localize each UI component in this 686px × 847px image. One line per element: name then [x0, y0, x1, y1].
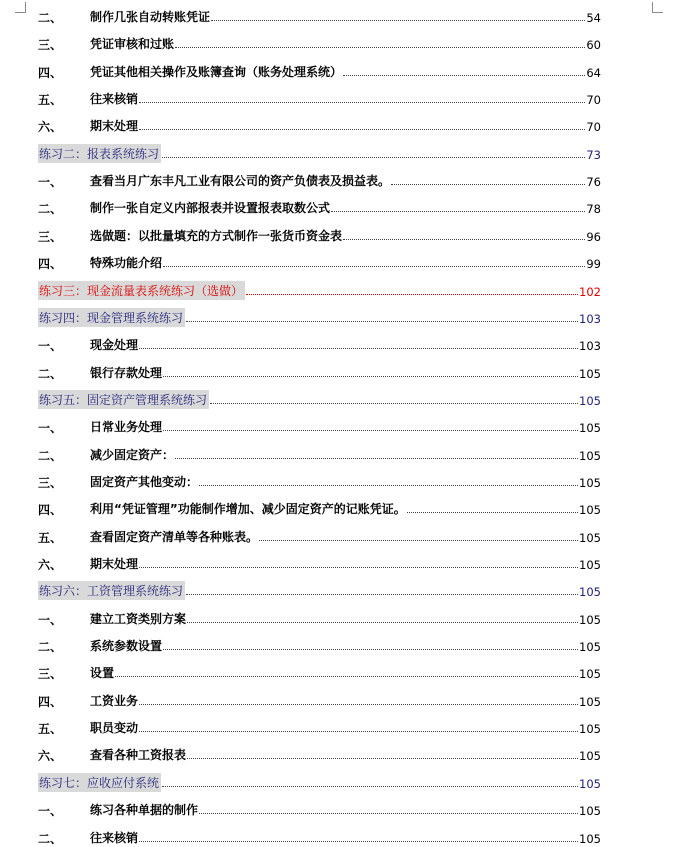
toc-item[interactable]	[38, 170, 601, 190]
toc-page-number: 105	[579, 475, 601, 490]
toc-entry-title: 练习七：应收应付系统	[38, 773, 161, 792]
dot-leader	[139, 567, 578, 568]
toc-item[interactable]	[38, 635, 601, 655]
toc-page-number: 103	[579, 339, 601, 354]
toc-entry-title: 期末处理	[90, 557, 139, 571]
dot-leader	[139, 129, 585, 130]
toc-item-number: 六、	[38, 749, 63, 764]
toc-item-number: 六、	[38, 120, 63, 135]
toc-entry-title: 凭证其他相关操作及账簿查询（账务处理系统）	[90, 64, 343, 79]
toc-entry-title: 系统参数设置	[90, 639, 163, 654]
toc-entry-title: 选做题：以批量填充的方式制作一张货币资金表	[90, 228, 343, 243]
toc-entry-title: 查看当月广东丰凡工业有限公司的资产负债表及损益表。	[90, 174, 391, 189]
toc-page-number: 73	[586, 147, 601, 162]
dot-leader	[331, 211, 585, 212]
toc-page-number: 76	[586, 175, 601, 190]
dot-leader	[175, 458, 578, 459]
dot-leader	[162, 157, 585, 158]
toc-page-number: 105	[579, 694, 601, 709]
toc-item-number: 三、	[38, 38, 63, 53]
toc-item-number: 四、	[38, 257, 63, 272]
toc-page-number: 70	[586, 120, 601, 135]
toc-page-number: 105	[579, 612, 601, 627]
dot-leader	[407, 512, 578, 513]
toc-item[interactable]	[38, 197, 601, 217]
toc-entry-title: 利用“凭证管理”功能制作增加、减少固定资产的记账凭证。	[90, 502, 406, 517]
toc-page-number: 105	[579, 421, 601, 436]
toc-item-number: 二、	[38, 831, 63, 846]
toc-page-number: 54	[586, 11, 601, 25]
toc-entry-title: 往来核销	[90, 830, 139, 845]
toc-item-number: 二、	[38, 11, 63, 25]
toc-entry-title: 银行存款处理	[90, 365, 163, 380]
toc-entry-title: 期末处理	[90, 119, 139, 134]
toc-item[interactable]	[38, 252, 601, 272]
toc-item[interactable]	[38, 362, 601, 382]
toc-page-number: 105	[579, 640, 601, 655]
dot-leader	[246, 294, 578, 295]
toc-item-number: 一、	[38, 612, 63, 627]
toc-item-number: 五、	[38, 722, 63, 737]
toc-page-number: 105	[579, 804, 601, 819]
toc-item[interactable]	[38, 799, 601, 819]
toc-entry-title: 固定资产其他变动：	[90, 474, 199, 489]
dot-leader	[115, 676, 578, 677]
toc-item-number: 一、	[38, 421, 63, 436]
toc-item[interactable]	[38, 334, 601, 354]
toc-page-number: 105	[579, 722, 601, 737]
toc-entry-title: 练习六：工资管理系统练习	[38, 581, 185, 600]
toc-entry-title: 减少固定资产：	[90, 447, 175, 462]
toc-item[interactable]	[38, 33, 601, 53]
toc-section[interactable]	[38, 307, 601, 327]
toc-page-number: 103	[579, 311, 601, 326]
toc-item[interactable]	[38, 6, 601, 26]
toc-page-number: 105	[579, 585, 601, 600]
toc-item[interactable]	[38, 416, 601, 436]
toc-item[interactable]	[38, 444, 601, 464]
toc-item-number: 一、	[38, 804, 63, 819]
dot-leader	[391, 184, 585, 185]
dot-leader	[259, 540, 578, 541]
toc-item-number: 三、	[38, 667, 63, 682]
dot-leader	[186, 594, 578, 595]
dot-leader	[163, 649, 578, 650]
dot-leader	[343, 239, 585, 240]
toc-item-number: 四、	[38, 65, 63, 80]
toc-entry-title: 职员变动	[90, 721, 139, 736]
dot-leader	[199, 485, 578, 486]
toc-item-number: 二、	[38, 448, 63, 463]
toc-item-number: 二、	[38, 640, 63, 655]
dot-leader	[163, 266, 585, 267]
toc-item[interactable]	[38, 744, 601, 764]
toc-entry-title: 制作几张自动转账凭证	[90, 10, 211, 24]
toc-item[interactable]	[38, 61, 601, 81]
toc-entry-title: 练习各种单据的制作	[90, 803, 199, 818]
toc-section[interactable]	[38, 143, 601, 163]
toc-item-number: 六、	[38, 558, 63, 572]
toc-page-number: 105	[579, 749, 601, 764]
toc-item-number: 四、	[38, 503, 63, 518]
toc-item[interactable]	[38, 471, 601, 491]
toc-entry-title: 日常业务处理	[90, 420, 163, 435]
dot-leader	[211, 20, 585, 21]
dot-leader	[163, 376, 578, 377]
dot-leader	[139, 348, 578, 349]
toc-section[interactable]	[38, 280, 601, 300]
toc-entry-title: 练习三：现金流量表系统练习（选做）	[38, 281, 245, 300]
dot-leader	[162, 786, 578, 787]
toc-item-number: 二、	[38, 366, 63, 381]
toc-page-number: 105	[579, 448, 601, 463]
dot-leader	[139, 731, 578, 732]
dot-leader	[139, 841, 578, 842]
toc-item[interactable]	[38, 690, 601, 710]
toc-entry-title: 查看固定资产清单等各种账表。	[90, 529, 259, 544]
dot-leader	[199, 813, 578, 814]
dot-leader	[343, 75, 585, 76]
toc-page-number: 102	[579, 284, 601, 299]
toc-item-number: 一、	[38, 339, 63, 354]
dot-leader	[186, 321, 578, 322]
toc-page-number: 78	[586, 202, 601, 217]
toc-page-number: 64	[586, 65, 601, 80]
toc-item[interactable]	[38, 717, 601, 737]
toc-entry-title: 查看各种工资报表	[90, 748, 187, 763]
toc-page-number: 105	[579, 558, 601, 572]
toc-page-number: 105	[579, 530, 601, 545]
toc-section[interactable]	[38, 580, 601, 600]
toc-item[interactable]	[38, 88, 601, 108]
page-margin-mark-left	[15, 2, 26, 13]
dot-leader	[139, 102, 585, 103]
toc-page-number: 99	[586, 257, 601, 272]
toc-item[interactable]	[38, 526, 601, 546]
toc-item[interactable]	[38, 662, 601, 682]
toc-item-number: 一、	[38, 175, 63, 190]
toc-section[interactable]	[38, 772, 601, 792]
page-margin-mark-right	[652, 2, 663, 13]
toc-page-number: 105	[579, 503, 601, 518]
toc-item-number: 五、	[38, 93, 63, 108]
dot-leader	[139, 704, 578, 705]
toc-page-number: 96	[586, 229, 601, 244]
toc-item[interactable]	[38, 115, 601, 135]
toc-page-number: 105	[579, 366, 601, 381]
dot-leader	[187, 758, 578, 759]
toc-page-number: 70	[586, 93, 601, 108]
toc-page-number: 105	[579, 776, 601, 791]
toc-section[interactable]	[38, 389, 601, 409]
toc-page-number: 60	[586, 38, 601, 53]
toc-entry-title: 现金处理	[90, 338, 139, 353]
toc-page-number: 105	[579, 667, 601, 682]
toc-page-number: 105	[579, 393, 601, 408]
toc-item[interactable]	[38, 553, 601, 573]
toc-entry-title: 练习五：固定资产管理系统练习	[38, 390, 209, 409]
toc-item-number: 二、	[38, 202, 63, 217]
dot-leader	[163, 430, 578, 431]
toc-page-number: 105	[579, 831, 601, 846]
toc-entry-title: 设置	[90, 666, 115, 681]
toc-item[interactable]	[38, 608, 601, 628]
toc-item[interactable]	[38, 225, 601, 245]
toc-entry-title: 建立工资类别方案	[90, 611, 187, 626]
toc-item-number: 四、	[38, 694, 63, 709]
toc-entry-title: 制作一张自定义内部报表并设置报表取数公式	[90, 201, 331, 216]
dot-leader	[175, 47, 585, 48]
toc-item-number: 三、	[38, 475, 63, 490]
toc-item[interactable]	[38, 498, 601, 518]
toc-entry-title: 工资业务	[90, 693, 139, 708]
toc-item-number: 三、	[38, 229, 63, 244]
dot-leader	[187, 622, 578, 623]
toc-entry-title: 练习二：报表系统练习	[38, 144, 161, 163]
toc-item-number: 五、	[38, 530, 63, 545]
dot-leader	[210, 403, 578, 404]
toc-entry-title: 练习四：现金管理系统练习	[38, 308, 185, 327]
toc-entry-title: 特殊功能介绍	[90, 256, 163, 271]
toc-entry-title: 往来核销	[90, 92, 139, 107]
toc-entry-title: 凭证审核和过账	[90, 37, 175, 52]
